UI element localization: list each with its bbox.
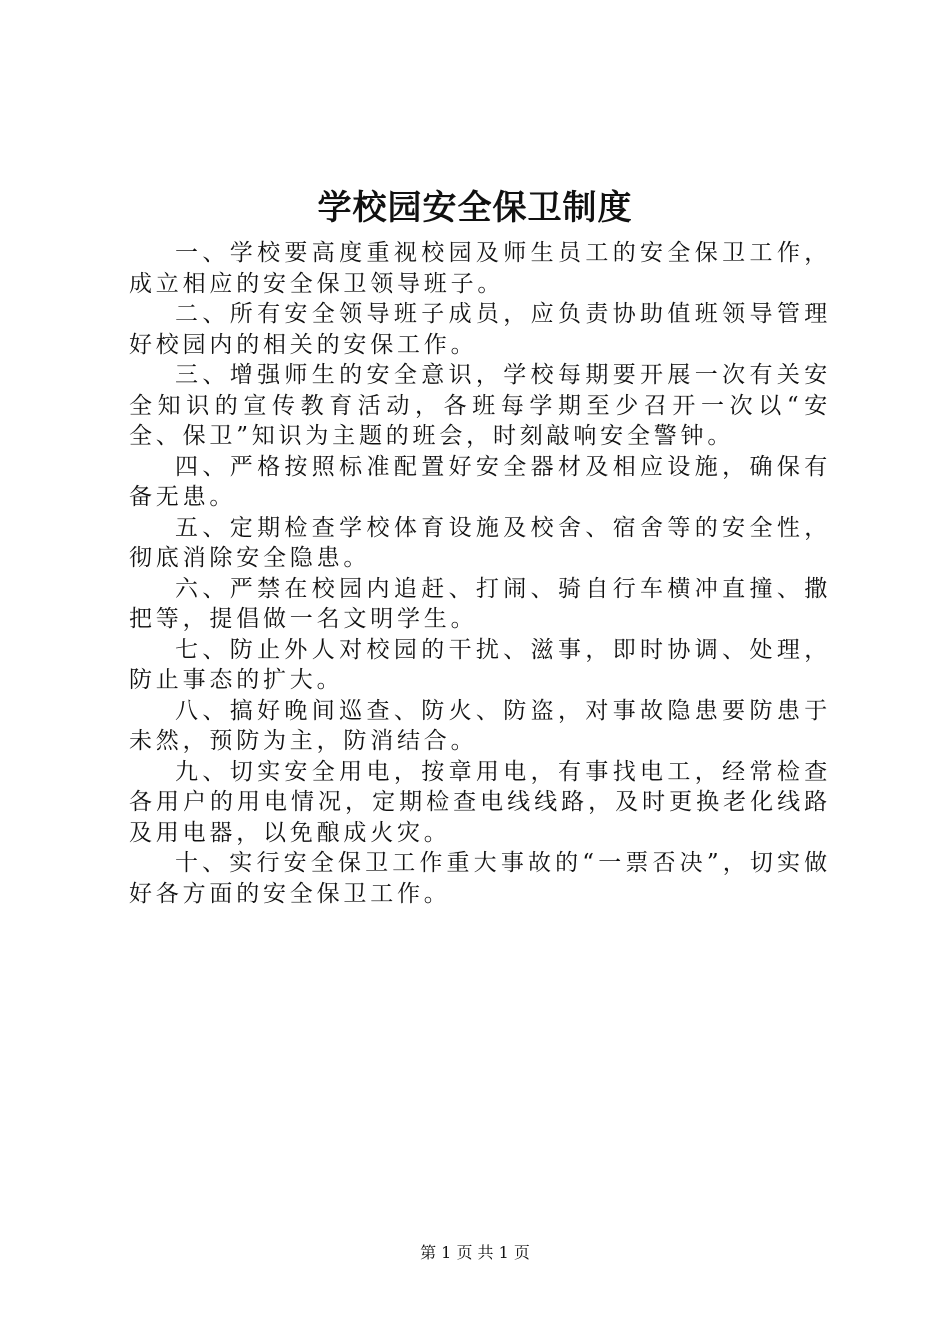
paragraph-9: 九、切实安全用电，按章用电，有事找电工，经常检查各用户的用电情况，定期检查电线线路，及时更换老化线路及用电器，以免酿成火灾。 bbox=[129, 758, 831, 846]
paragraph-10: 十、实行安全保卫工作重大事故的“一票否决”，切实做好各方面的安全保卫工作。 bbox=[129, 850, 831, 907]
paragraph-4: 四、严格按照标准配置好安全器材及相应设施，确保有备无患。 bbox=[129, 453, 831, 510]
paragraph-3: 三、增强师生的安全意识，学校每期要开展一次有关安全知识的宣传教育活动，各班每学期至少召开一次以“安全、保卫”知识为主题的班会，时刻敲响安全警钟。 bbox=[129, 362, 831, 449]
paragraph-5: 五、定期检查学校体育设施及校舍、宿舍等的安全性，彻底消除安全隐患。 bbox=[129, 514, 831, 571]
paragraph-6: 六、严禁在校园内追赶、打闹、骑自行车横冲直撞、撒把等，提倡做一名文明学生。 bbox=[129, 575, 831, 632]
paragraph-1: 一、学校要高度重视校园及师生员工的安全保卫工作，成立相应的安全保卫领导班子。 bbox=[129, 240, 831, 297]
paragraph-8: 八、搞好晚间巡查、防火、防盗，对事故隐患要防患于未然，预防为主，防消结合。 bbox=[129, 697, 831, 754]
document-body bbox=[129, 238, 831, 909]
paragraph-7: 七、防止外人对校园的干扰、滋事，即时协调、处理，防止事态的扩大。 bbox=[129, 636, 831, 693]
page-footer: 第 1 页 共 1 页 bbox=[420, 1243, 530, 1262]
paragraph-2: 二、所有安全领导班子成员，应负责协助值班领导管理好校园内的相关的安保工作。 bbox=[129, 301, 831, 358]
document-title: 学校园安全保卫制度 bbox=[317, 188, 633, 228]
